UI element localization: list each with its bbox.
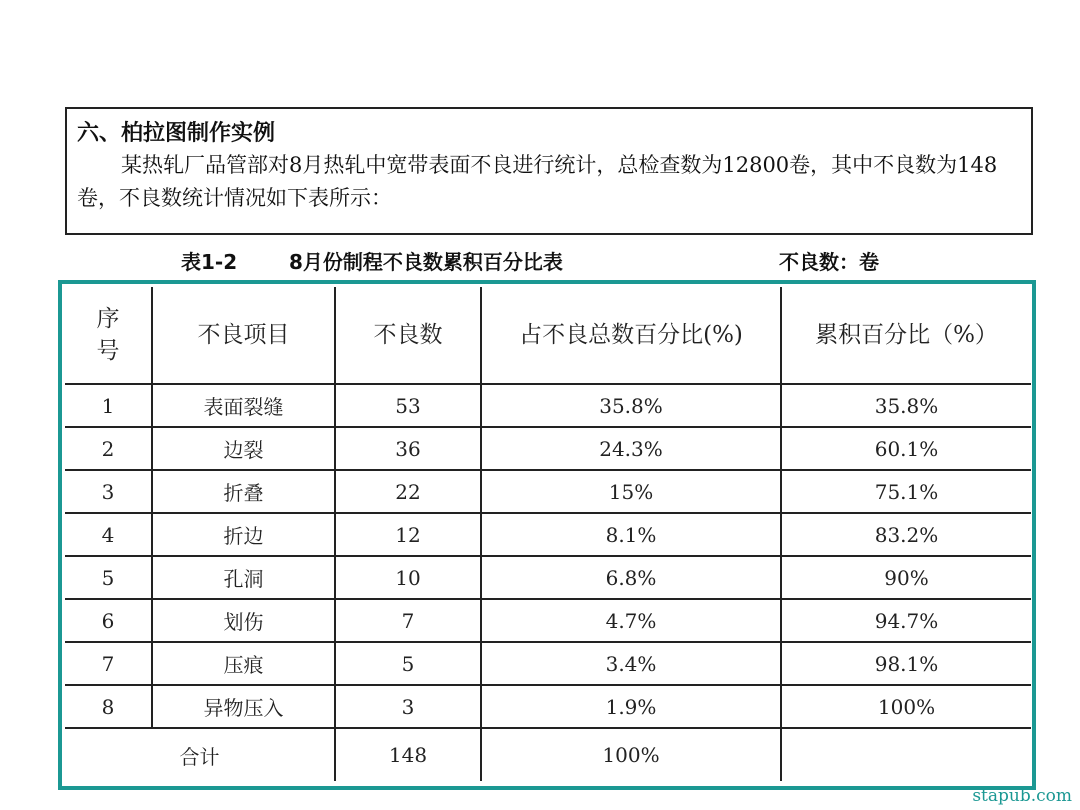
cell-item: 表面裂缝 [152, 384, 335, 427]
defect-table [65, 287, 1031, 781]
header-percent: 占不良总数百分比(%) [481, 287, 781, 384]
cell-seq: 3 [65, 470, 152, 513]
header-count: 不良数 [335, 287, 481, 384]
cell-cumulative: 90% [781, 556, 1031, 599]
cell-seq: 1 [65, 384, 152, 427]
table-row [65, 513, 1031, 556]
header-seq [65, 287, 152, 384]
table-number: 表1-2 [181, 250, 238, 274]
cell-item: 折叠 [152, 470, 335, 513]
cell-seq: 7 [65, 642, 152, 685]
total-count: 148 [335, 728, 481, 781]
watermark: stapub.com [972, 786, 1072, 806]
intro-box [65, 107, 1033, 235]
cell-percent: 4.7% [481, 599, 781, 642]
cell-seq: 2 [65, 427, 152, 470]
table-row [65, 685, 1031, 728]
table-frame [58, 280, 1036, 790]
table-total-row [65, 728, 1031, 781]
cell-count: 22 [335, 470, 481, 513]
cell-item: 划伤 [152, 599, 335, 642]
table-row [65, 470, 1031, 513]
cell-count: 36 [335, 427, 481, 470]
cell-cumulative: 83.2% [781, 513, 1031, 556]
cell-percent: 15% [481, 470, 781, 513]
cell-cumulative: 75.1% [781, 470, 1031, 513]
cell-seq: 5 [65, 556, 152, 599]
cell-percent: 6.8% [481, 556, 781, 599]
cell-item: 孔洞 [152, 556, 335, 599]
table-row [65, 599, 1031, 642]
cell-percent: 1.9% [481, 685, 781, 728]
total-label: 合计 [65, 728, 335, 781]
header-item: 不良项目 [152, 287, 335, 384]
cell-item: 边裂 [152, 427, 335, 470]
cell-cumulative: 100% [781, 685, 1031, 728]
cell-percent: 8.1% [481, 513, 781, 556]
table-row [65, 642, 1031, 685]
total-cumulative [781, 728, 1031, 781]
cell-seq: 6 [65, 599, 152, 642]
cell-cumulative: 94.7% [781, 599, 1031, 642]
cell-seq: 8 [65, 685, 152, 728]
table-header-row [65, 287, 1031, 384]
table-caption [0, 246, 1080, 274]
cell-count: 3 [335, 685, 481, 728]
header-cumulative: 累积百分比（%） [781, 287, 1031, 384]
table-row [65, 556, 1031, 599]
cell-count: 53 [335, 384, 481, 427]
cell-percent: 3.4% [481, 642, 781, 685]
cell-cumulative: 35.8% [781, 384, 1031, 427]
cell-cumulative: 98.1% [781, 642, 1031, 685]
cell-percent: 24.3% [481, 427, 781, 470]
intro-paragraph: 某热轧厂品管部对8月热轧中宽带表面不良进行统计，总检查数为12800卷，其中不良数为148卷，不良数统计情况如下表所示： [77, 153, 998, 210]
cell-count: 10 [335, 556, 481, 599]
cell-count: 12 [335, 513, 481, 556]
cell-cumulative: 60.1% [781, 427, 1031, 470]
table-row [65, 384, 1031, 427]
cell-seq: 4 [65, 513, 152, 556]
cell-item: 折边 [152, 513, 335, 556]
cell-item: 压痕 [152, 642, 335, 685]
table-unit: 不良数：卷 [779, 250, 879, 274]
cell-count: 5 [335, 642, 481, 685]
cell-percent: 35.8% [481, 384, 781, 427]
header-seq-line2: 号 [96, 338, 120, 364]
cell-item: 异物压入 [152, 685, 335, 728]
table-title: 8月份制程不良数累积百分比表 [289, 250, 563, 274]
total-percent: 100% [481, 728, 781, 781]
header-seq-line1: 序 [96, 306, 120, 332]
table-row [65, 427, 1031, 470]
section-heading: 六、柏拉图制作实例 [77, 121, 276, 146]
cell-count: 7 [335, 599, 481, 642]
